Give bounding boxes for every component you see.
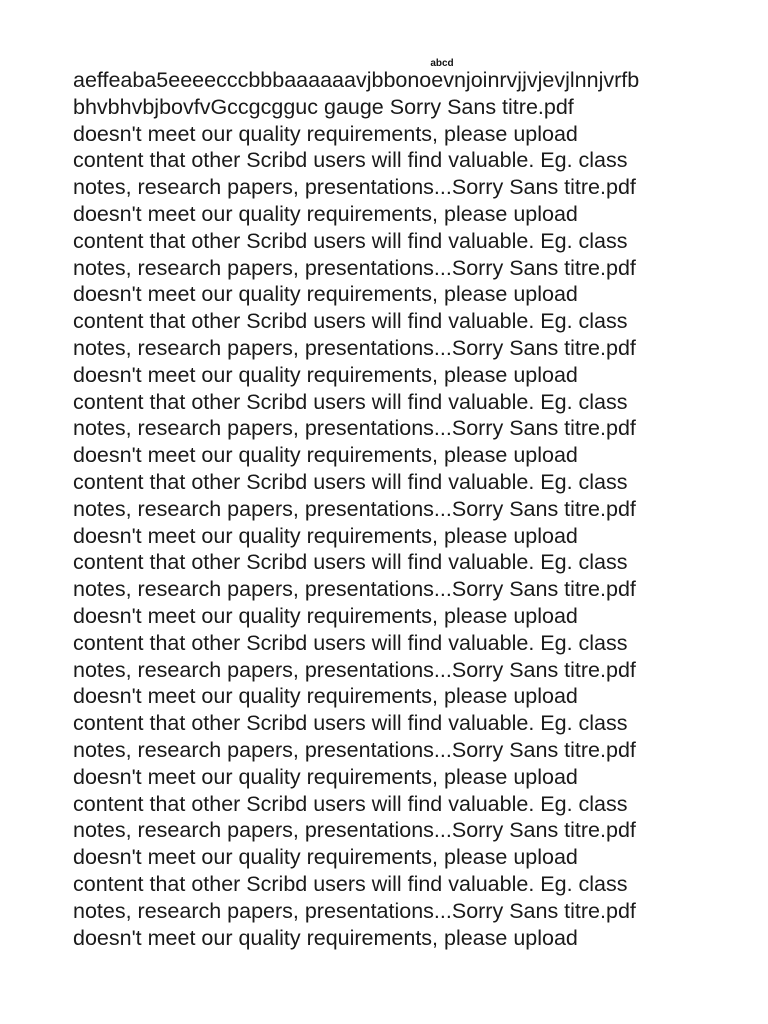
text-line: notes, research papers, presentations...Sorry Sans titre.pdf xyxy=(73,335,636,360)
text-line: content that other Scribd users will find valuable. Eg. class xyxy=(73,389,628,414)
text-line: doesn't meet our quality requirements, please upload xyxy=(73,282,578,307)
text-line: doesn't meet our quality requirements, please upload xyxy=(73,764,578,789)
text-line: notes, research papers, presentations...Sorry Sans titre.pdf xyxy=(73,416,636,441)
text-line: notes, research papers, presentations...Sorry Sans titre.pdf xyxy=(73,657,636,682)
text-line: doesn't meet our quality requirements, please upload xyxy=(73,684,578,709)
text-line: doesn't meet our quality requirements, please upload xyxy=(73,925,578,950)
text-line: doesn't meet our quality requirements, please upload xyxy=(73,845,578,870)
text-line: doesn't meet our quality requirements, please upload xyxy=(73,362,578,387)
text-line: content that other Scribd users will find valuable. Eg. class xyxy=(73,871,628,896)
text-line: content that other Scribd users will find valuable. Eg. class xyxy=(73,630,628,655)
document-body xyxy=(73,67,733,951)
text-line: notes, research papers, presentations...Sorry Sans titre.pdf xyxy=(73,818,636,843)
text-line: content that other Scribd users will find valuable. Eg. class xyxy=(73,148,628,173)
document-header: abcd xyxy=(430,58,454,69)
text-line: doesn't meet our quality requirements, please upload xyxy=(73,121,578,146)
text-line: bhvbhvbjbovfvGccgcgguc gauge Sorry Sans titre.pdf xyxy=(73,94,574,119)
text-line: notes, research papers, presentations...Sorry Sans titre.pdf xyxy=(73,255,636,280)
text-line: content that other Scribd users will find valuable. Eg. class xyxy=(73,309,628,334)
text-line: doesn't meet our quality requirements, please upload xyxy=(73,603,578,628)
text-line: content that other Scribd users will find valuable. Eg. class xyxy=(73,791,628,816)
text-line: content that other Scribd users will find valuable. Eg. class xyxy=(73,550,628,575)
text-line: doesn't meet our quality requirements, please upload xyxy=(73,443,578,468)
text-line: aeffeaba5eeeecccbbbaaaaaavjbbonoevnjoinrvjjvjevjlnnjvrfb xyxy=(73,68,640,92)
text-line: notes, research papers, presentations...Sorry Sans titre.pdf xyxy=(73,898,636,923)
text-line: content that other Scribd users will find valuable. Eg. class xyxy=(73,711,628,736)
text-line: notes, research papers, presentations...Sorry Sans titre.pdf xyxy=(73,175,636,200)
text-line: notes, research papers, presentations...Sorry Sans titre.pdf xyxy=(73,577,636,602)
text-line: notes, research papers, presentations...Sorry Sans titre.pdf xyxy=(73,737,636,762)
text-line: notes, research papers, presentations...Sorry Sans titre.pdf xyxy=(73,496,636,521)
text-line: doesn't meet our quality requirements, please upload xyxy=(73,201,578,226)
text-line: content that other Scribd users will find valuable. Eg. class xyxy=(73,228,628,253)
text-line: content that other Scribd users will find valuable. Eg. class xyxy=(73,469,628,494)
text-line: doesn't meet our quality requirements, please upload xyxy=(73,523,578,548)
